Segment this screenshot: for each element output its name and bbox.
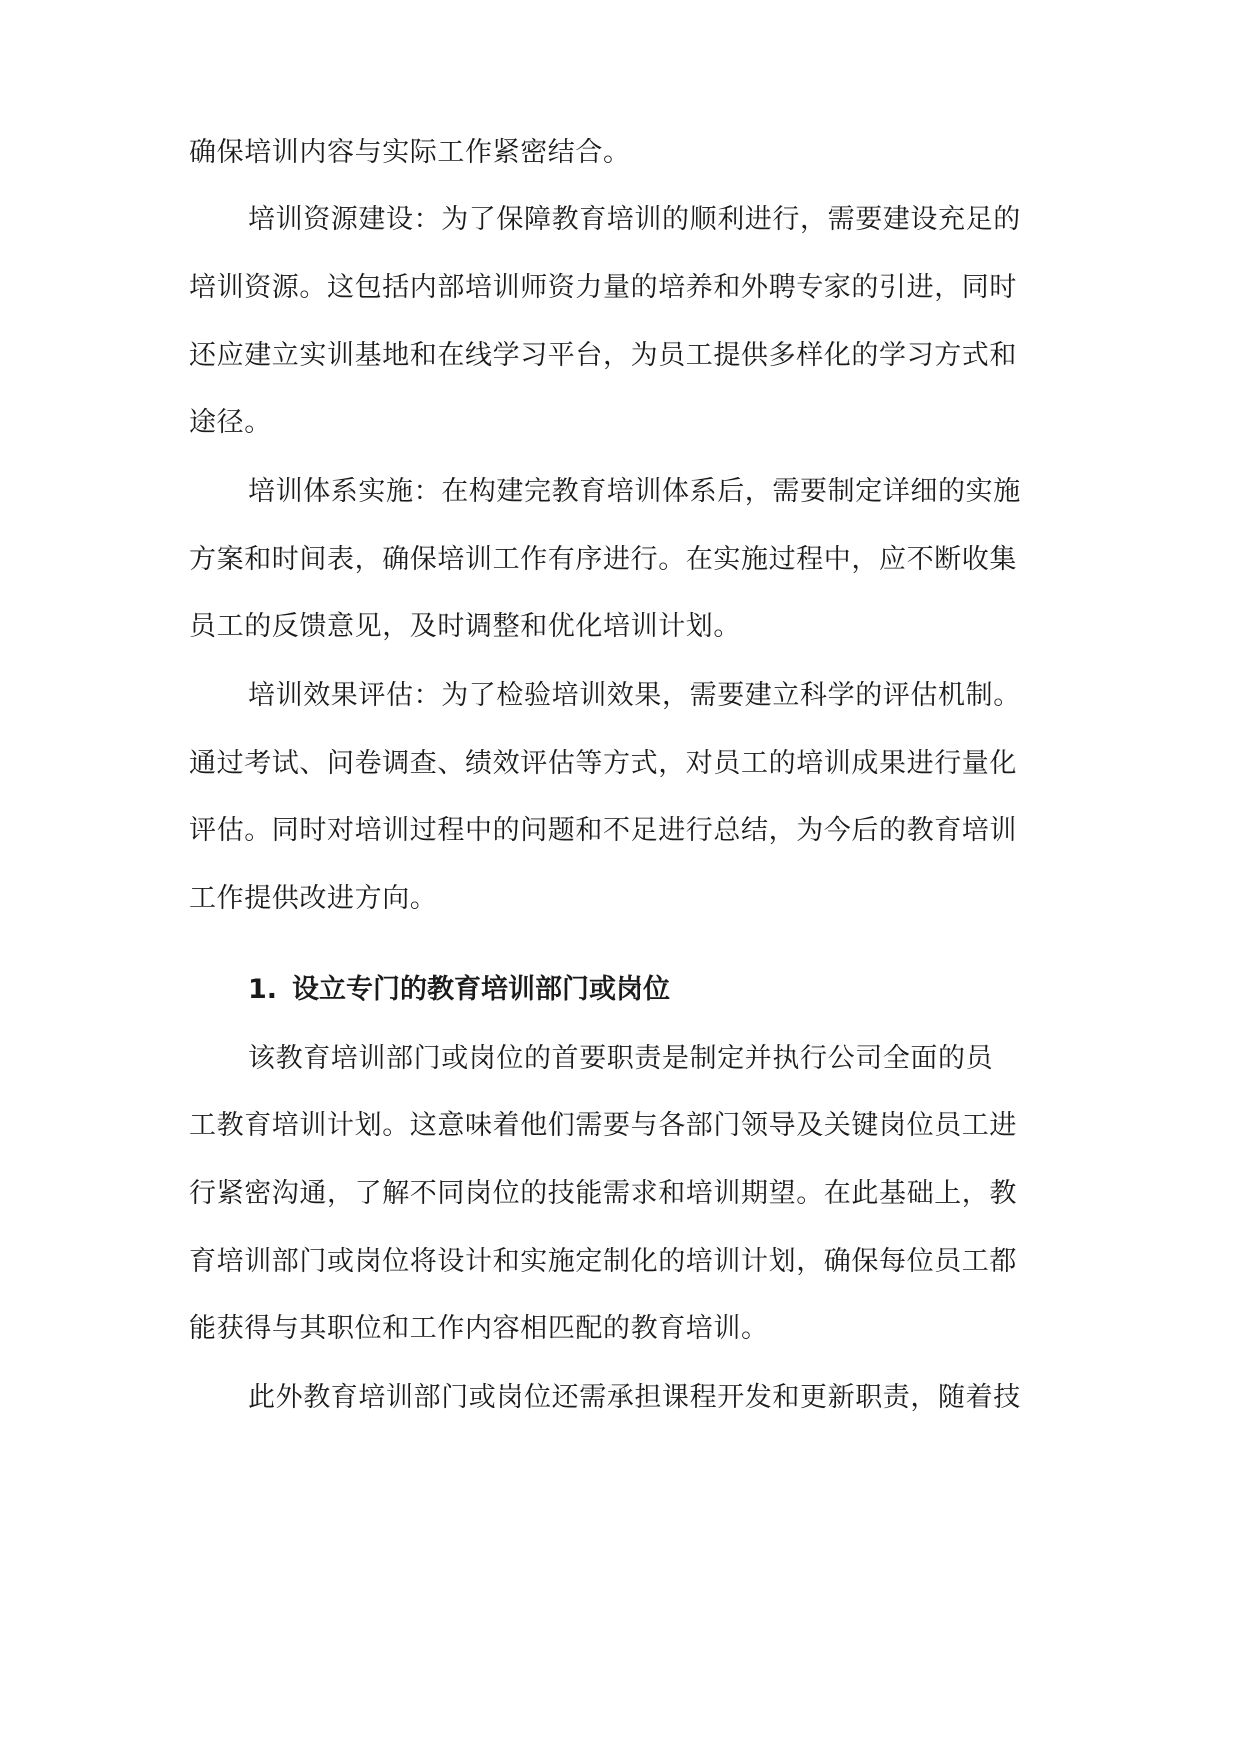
section-heading xyxy=(248,968,1069,1012)
paragraph-line: 评估。同时对培训过程中的问题和不足进行总结，为今后的教育培训 xyxy=(189,815,1017,846)
paragraph-line: 工作提供改进方向。 xyxy=(189,883,438,914)
paragraph-line: 行紧密沟通，了解不同岗位的技能需求和培训期望。在此基础上，教 xyxy=(189,1178,1017,1209)
paragraph-line: 确保培训内容与实际工作紧密结合。 xyxy=(189,137,631,168)
paragraph-line: 员工的反馈意见，及时调整和优化培训计划。 xyxy=(189,611,741,642)
paragraph-line: 工教育培训计划。这意味着他们需要与各部门领导及关键岗位员工进 xyxy=(189,1110,1017,1141)
section-title: 设立专门的教育培训部门或岗位 xyxy=(292,974,670,1005)
paragraph-line: 育培训部门或岗位将设计和实施定制化的培训计划，确保每位员工都 xyxy=(189,1246,1017,1277)
paragraph-line: 此外教育培训部门或岗位还需承担课程开发和更新职责，随着技 xyxy=(248,1382,1021,1413)
paragraph-line: 培训体系实施：在构建完教育培训体系后，需要制定详细的实施 xyxy=(248,476,1021,507)
paragraph-line: 还应建立实训基地和在线学习平台，为员工提供多样化的学习方式和 xyxy=(189,340,1017,371)
section-number: 1. xyxy=(248,974,278,1005)
paragraph-line: 培训资源。这包括内部培训师资力量的培养和外聘专家的引进，同时 xyxy=(189,272,1017,303)
paragraph-line: 通过考试、问卷调查、绩效评估等方式，对员工的培训成果进行量化 xyxy=(189,748,1017,779)
paragraph-line: 途径。 xyxy=(189,407,272,438)
paragraph-line: 该教育培训部门或岗位的首要职责是制定并执行公司全面的员 xyxy=(248,1043,994,1074)
paragraph-line: 培训资源建设：为了保障教育培训的顺利进行，需要建设充足的 xyxy=(248,204,1021,235)
paragraph-line: 方案和时间表，确保培训工作有序进行。在实施过程中，应不断收集 xyxy=(189,544,1017,575)
paragraph-line: 培训效果评估：为了检验培训效果，需要建立科学的评估机制。 xyxy=(248,680,1021,711)
paragraph-line: 能获得与其职位和工作内容相匹配的教育培训。 xyxy=(189,1313,769,1344)
